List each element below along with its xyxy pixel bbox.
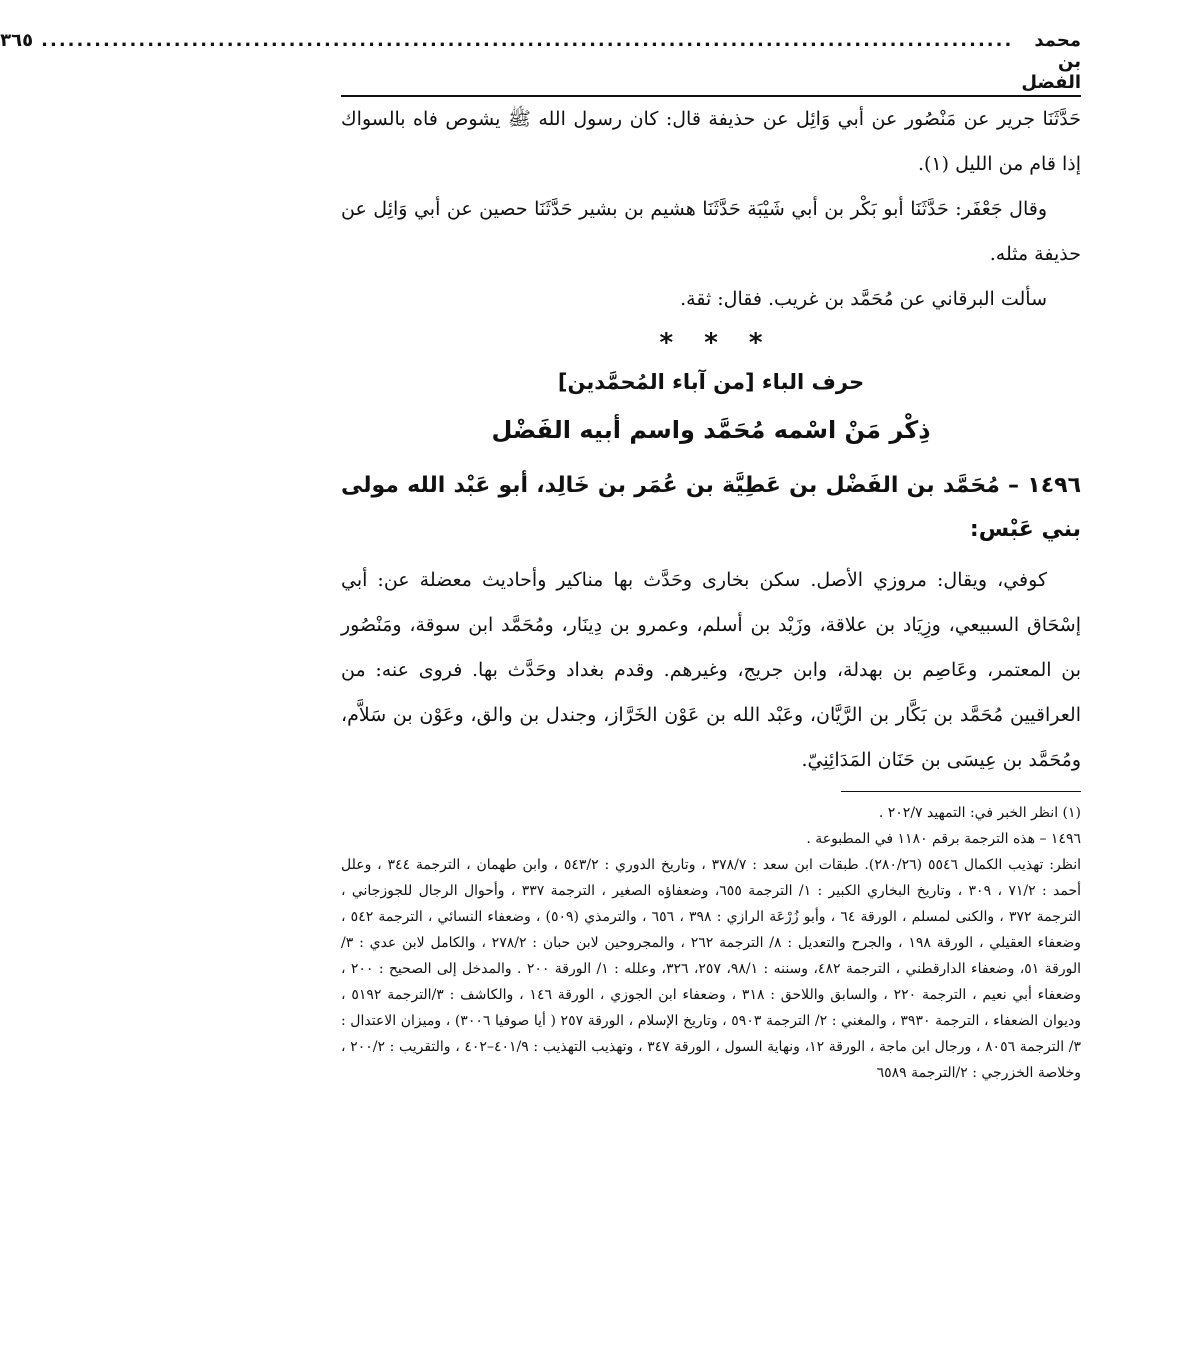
chapter-title: ذِكْر مَنْ اسْمه مُحَمَّد واسم أبيه الفَضْل xyxy=(491,416,931,444)
book-page xyxy=(0,30,1082,1350)
page-number: ٣٦٥ xyxy=(0,30,34,51)
footnote-entry-note: ١٤٩٦ – هذه الترجمة برقم ١١٨٠ في المطبوعة . xyxy=(806,831,1081,847)
running-title: محمد بن الفضل xyxy=(1021,30,1081,93)
footnote-1: (١) انظر الخبر في: التمهيد ٢٠٢/٧ . xyxy=(878,805,1081,821)
paragraph-hadith: حَدَّثَنَا جرير عن مَنْصُور عن أبي وَائِل عن حذيفة قال: كان رسول الله ﷺ يشوص فاه بالسواك إذا قام من الليل (١). xyxy=(341,108,1081,175)
entry-heading: ١٤٩٦ – مُحَمَّد بن الفَضْل بن عَطِيَّة بن عُمَر بن خَالِد، أبو عَبْد الله مولى بني عَبْس: xyxy=(341,473,1081,542)
section-title: حرف الباء [من آباء المُحمَّدين] xyxy=(557,370,865,394)
entry-text: كوفي، ويقال: مروزي الأصل. سكن بخارى وحَدَّث بها مناكير وأحاديث معضلة عن: أبي إسْحَاق السبيعي، وزِيَاد بن علاقة، وزَيْد بن أسلم، وعمرو بن دِينَار، ومُحَمَّد ابن سوقة، ومَنْصُور بن المعتمر، وعَاصِم بن بهدلة، وابن جريج، وغيرهم. وقدم بغداد وحَدَّث بها. فروى عنه: من العراقيين مُحَمَّد بن بَكَّار بن الرَّيَّان، وعَبْد الله بن عَوْن الخَرَّاز، وجندل بن والق، وعَوْن بن سَلاَّم، ومُحَمَّد بن عِيسَى بن حَنَان المَدَائِنِيّ. xyxy=(341,569,1081,771)
section-separator: * * * xyxy=(659,328,763,358)
footnotes xyxy=(341,800,1081,1086)
paragraph-barqani: سألت البرقاني عن مُحَمَّد بن غريب. فقال: ثقة. xyxy=(680,288,1047,310)
paragraph-isnad: وقال جَعْفَر: حَدَّثَنَا أبو بَكْر بن أبي شَيْبَة حَدَّثَنَا هشيم بن بشير حَدَّثَنَا حصين عن أبي وَائِل عن حذيفة مثله. xyxy=(341,198,1081,265)
footnote-divider xyxy=(841,791,1081,792)
running-head xyxy=(0,30,1081,97)
leader-dots: .............................................................................................................. xyxy=(41,30,1014,51)
footnote-references: انظر: تهذيب الكمال ٥٥٤٦ (٢٨٠/٢٦). طبقات ابن سعد : ٣٧٨/٧ ، وتاريخ الدوري : ٥٤٣/٢ ، وابن طهمان ، الترجمة ٣٤٤ ، وعلل أحمد : ٧١/٢ ، ٣٠٩ ، وتاريخ البخاري الكبير : ١/ الترجمة ٦٥٥، وضعفاؤه الصغير ، الترجمة ٣٣٧ ، وأحوال الرجال للجوزجاني ، الترجمة ٣٧٢ ، والكنى لمسلم ، الورقة ٦٤ ، وأبو زُرْعَة الرازي : ٣٩٨ ، ٦٥٦ ، والترمذي (٥٠٩) ، وضعفاء النسائي ، الترجمة ٥٤٢ ، وضعفاء العقيلي ، الورقة ١٩٨ ، والجرح والتعديل : ٨/ الترجمة ٢٦٢ ، والمجروحين لابن حبان : ٢٧٨/٢ ، والكامل لابن عدي : ٣/الورقة ٥١، وضعفاء الدارقطني ، الترجمة ٤٨٢، وسننه : ٩٨/١، ٢٥٧، ٣٢٦، وعلله : ١/ الورقة ٢٠٠ . والمدخل إلى الصحيح : ٢٠٠ ، وضعفاء أبي نعيم ، الترجمة ٢٢٠ ، والسابق واللاحق : ٣١٨ ، وضعفاء ابن الجوزي ، الورقة ١٤٦ ، والكاشف : ٣/الترجمة ٥١٩٢ ، وديوان الضعفاء ، الترجمة ٣٩٣٠ ، والمغني : ٢/ الترجمة ٥٩٠٣ ، وتاريخ الإسلام ، الورقة ٢٥٧ ( أيا صوفيا ٣٠٠٦) ، وميزان الاعتدال : ٣/ الترجمة ٨٠٥٦ ، ورجال ابن ماجة ، الورقة ١٢، ونهاية السول ، الورقة ٣٤٧ ، وتهذيب التهذيب : ٤٠١/٩–٤٠٢ ، والتقريب : ٢٠٠/٢ ، وخلاصة الخزرجي : ٢/الترجمة ٦٥٨٩ xyxy=(341,857,1082,1081)
